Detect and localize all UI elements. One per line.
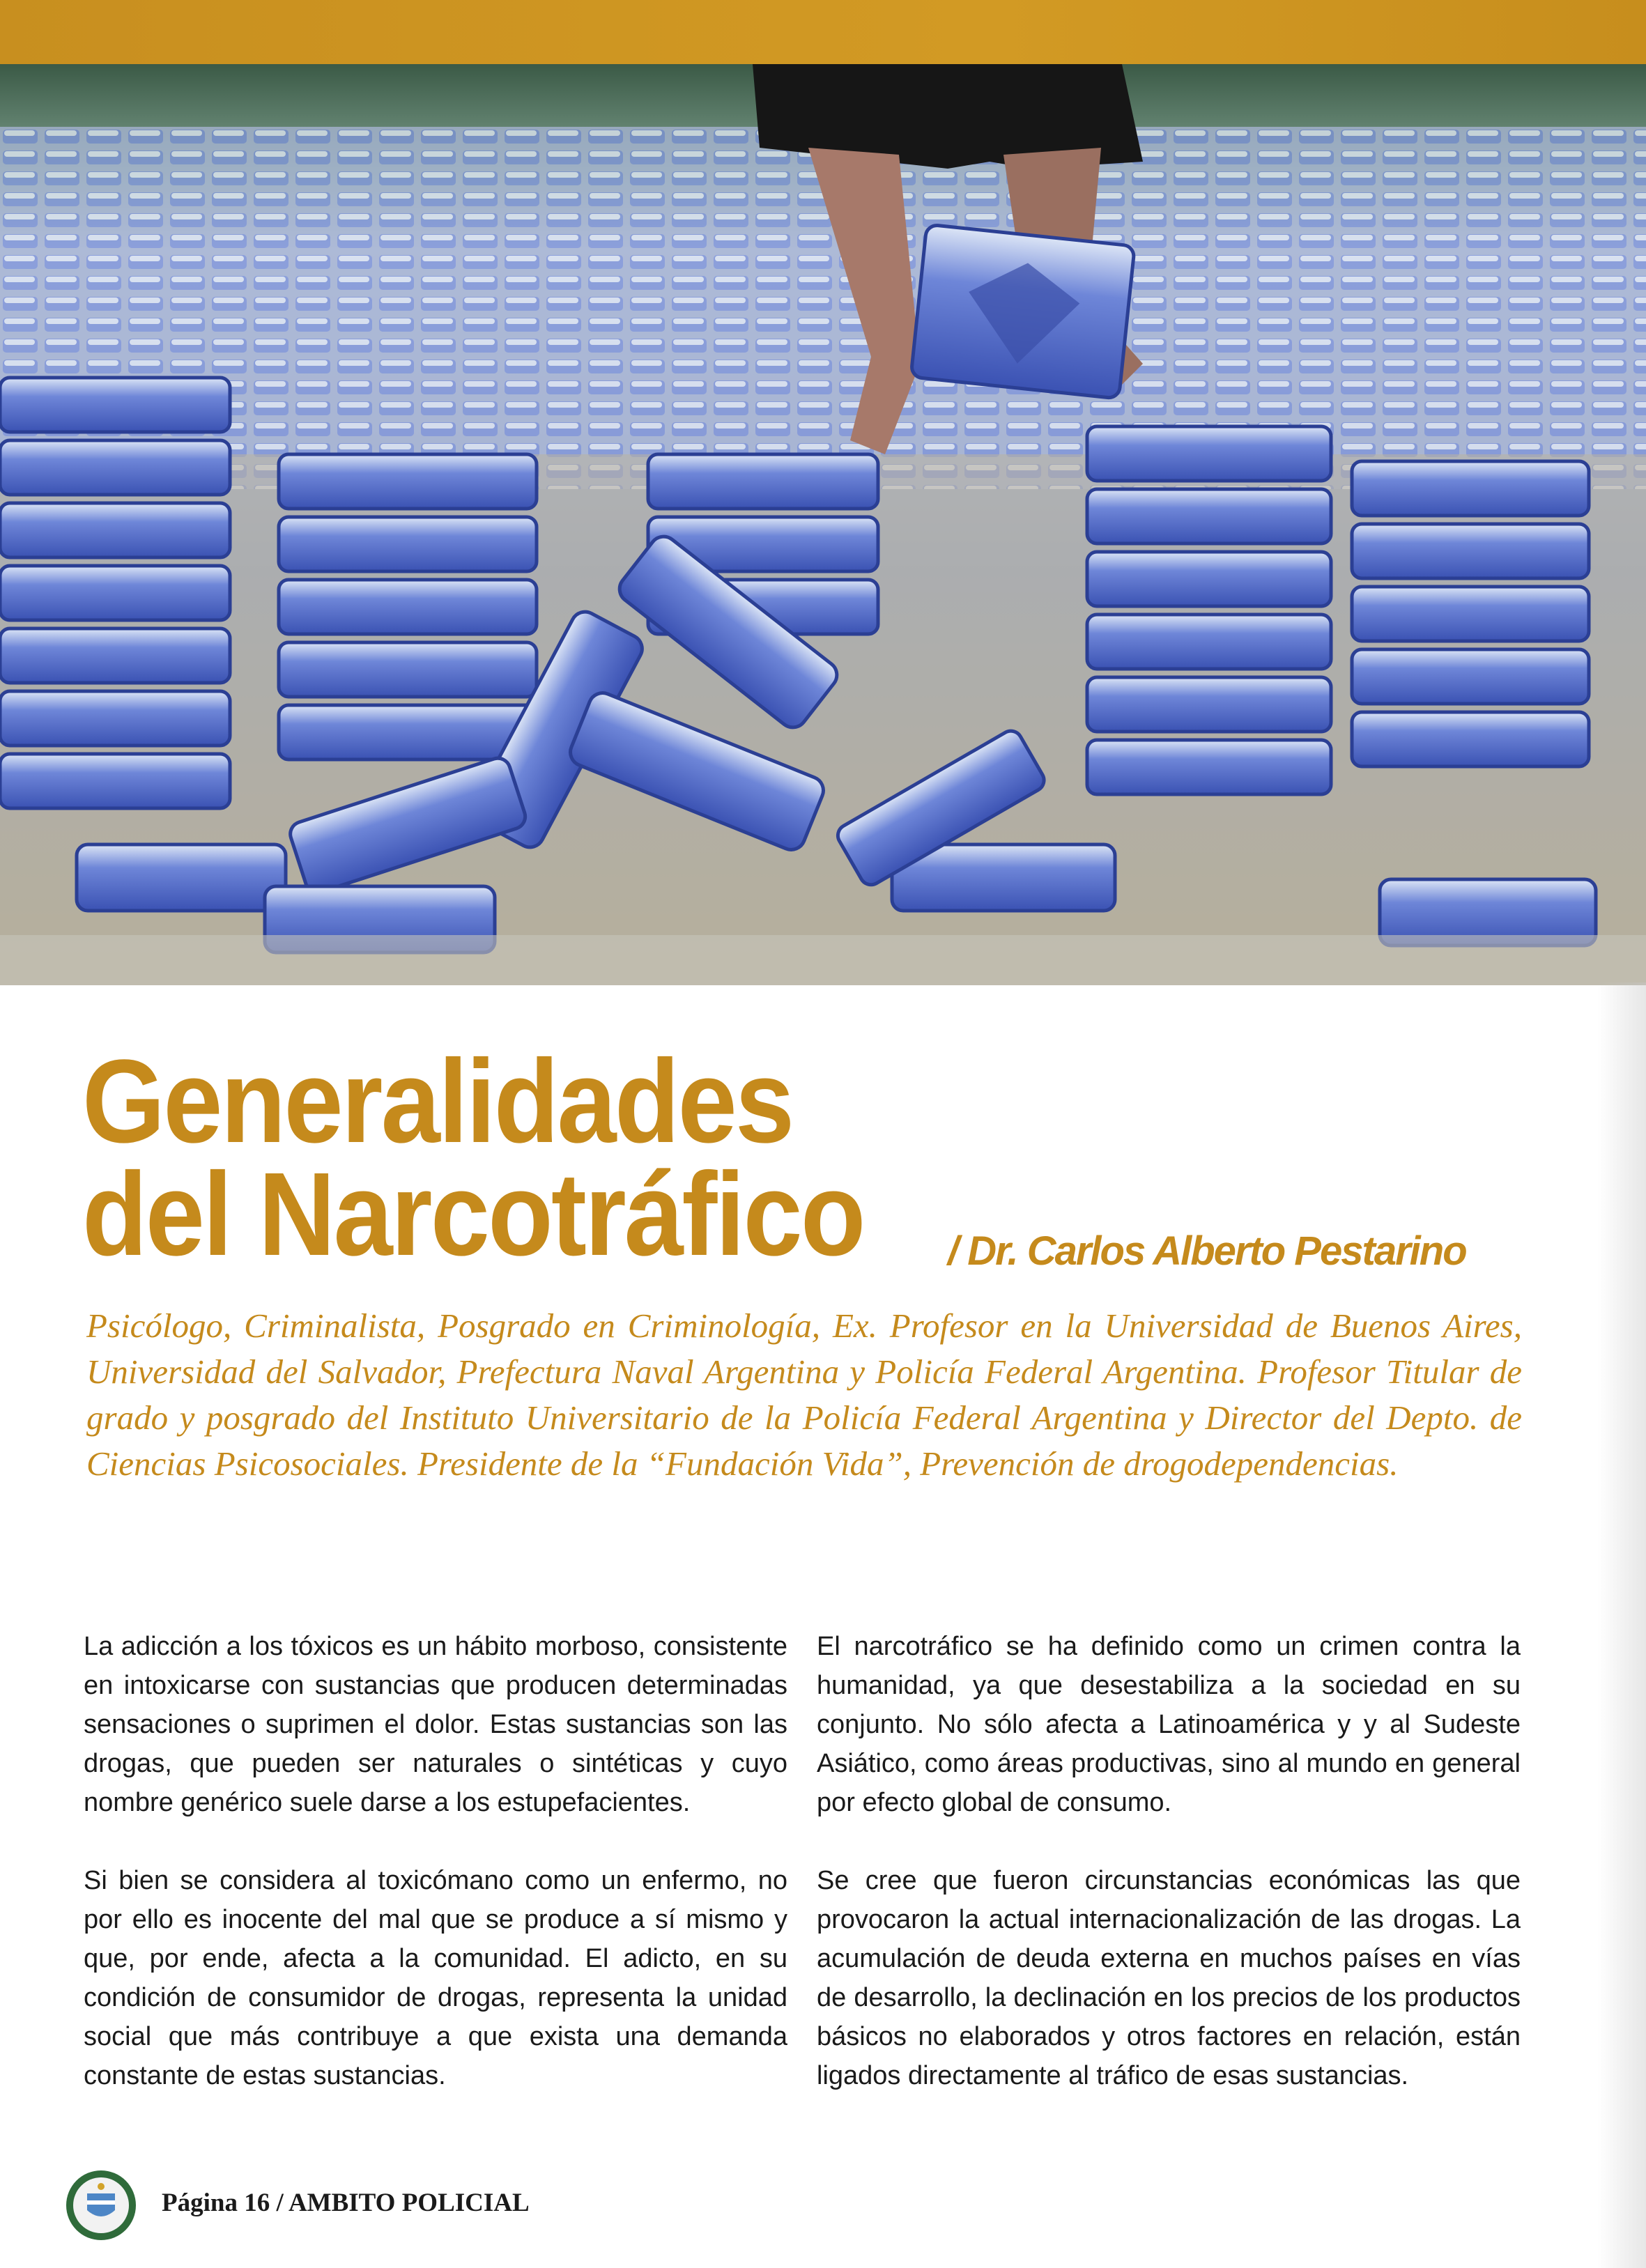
paragraph: La adicción a los tóxicos es un hábito morboso, consistente en intoxicarse con sustancias que producen determinadas sensaciones o suprimen el dolor. Estas sustancias son las drogas, que pueden ser naturales o sintéticas y cuyo nombre genérico suele darse a los estupefacientes. (84, 1632, 787, 1817)
paragraph: El narcotráfico se ha definido como un crimen contra la humanidad, ya que desestabiliza a la sociedad en su conjunto. No sólo afecta a Latinoamérica y y al Sudeste Asiático, como áreas productivas, sino al mundo en general por efecto global de consumo. (817, 1632, 1521, 1817)
title-line-2: del Narcotráfico (82, 1148, 864, 1281)
author-bio: Psicólogo, Criminalista, Posgrado en Criminología, Ex. Profesor en la Universidad de Buenos Aires, Universidad del Salvador, Prefectura Naval Argentina y Policía Federal Argentina. Profesor Titular de grado y posgrado del Instituto Universitario de la Policía Federal Argentina y Director del Depto. de Ciencias Psicosociales. Presidente de la “Fundación Vida”, Prevención de drogodependencias. (86, 1306, 1522, 1483)
body-column-left (84, 1627, 787, 2134)
title-line-1: Generalidades (82, 1035, 793, 1168)
police-seal-icon (63, 2167, 139, 2244)
hero-photo (0, 64, 1646, 985)
author-byline: / Dr. Carlos Alberto Pestarino (948, 1228, 1466, 1274)
article-title (82, 1035, 864, 1281)
page-footer (63, 2167, 690, 2244)
page-edge-shadow (1597, 982, 1646, 2268)
body-column-right (817, 1627, 1521, 2134)
top-accent-bar (0, 0, 1646, 64)
paragraph: Si bien se considera al toxicómano como un enfermo, no por ello es inocente del mal que se produce a sí mismo y que, por ende, afecta a la comunidad. El adicto, en su condición de consumidor de drogas, representa la unidad social que más contribuye a que exista una demanda constante de estas sustancias. (84, 1866, 787, 2090)
paragraph: Se cree que fueron circunstancias económicas las que provocaron la actual internacionalización de las drogas. La acumulación de deuda externa en muchos países en vías de desarrollo, la declinación en los precios de los productos básicos no elaborados y otros factores en relación, están ligados directamente al tráfico de esas sustancias. (817, 1866, 1521, 2090)
page-number-label: Página 16 / AMBITO POLICIAL (162, 2189, 530, 2217)
